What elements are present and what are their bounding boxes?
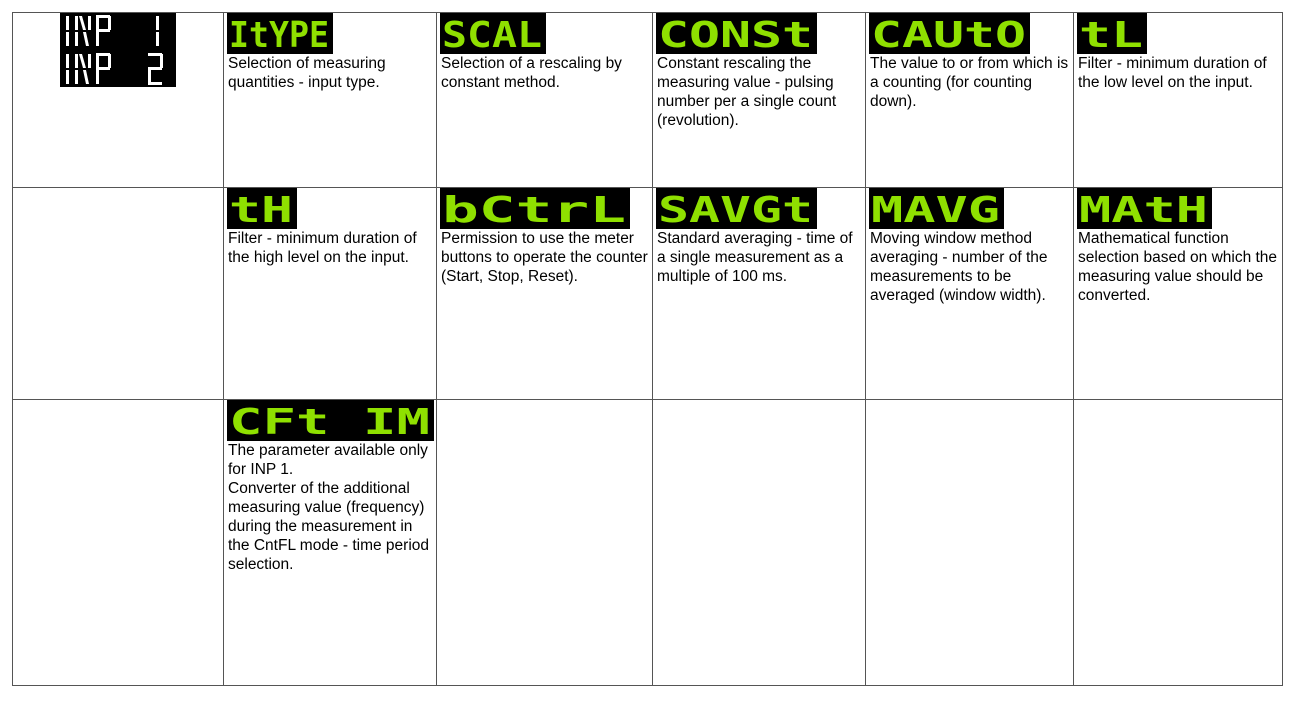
svg-text:MAtH: MAtH — [1079, 190, 1208, 229]
svg-text:MAVG: MAVG — [871, 190, 1000, 229]
param-description: Mathematical function selection based on which the measuring value should be converted. — [1078, 230, 1278, 304]
svg-text:SAVGt: SAVGt — [658, 190, 813, 229]
lcd-text-itype — [227, 13, 333, 54]
table-row — [13, 400, 1283, 686]
param-description: Constant rescaling the measuring value - pulsing number per a single count (revolution). — [657, 55, 837, 129]
table-row — [13, 13, 1283, 188]
lcd-display-cauto — [869, 13, 1030, 54]
param-description: Moving window method averaging - number of the measurements to be averaged (window width). — [870, 230, 1048, 304]
svg-text:CONSt: CONSt — [658, 15, 813, 54]
param-cell-scal — [437, 13, 653, 188]
lcd-display-const — [656, 13, 817, 54]
lcd-display-tl — [1077, 13, 1147, 54]
param-cell-math — [1074, 188, 1283, 400]
svg-text:ItYPE: ItYPE — [229, 15, 329, 54]
lcd-text-cftim — [227, 400, 434, 441]
lcd-display-bctrl — [440, 188, 630, 229]
lcd-text-cauto — [869, 13, 1030, 54]
param-cell-const — [653, 13, 866, 188]
param-description: Selection of a rescaling by constant method. — [441, 55, 622, 91]
lcd-text-savgt — [656, 188, 817, 229]
param-cell-cftim — [224, 400, 437, 686]
param-cell-itype — [224, 13, 437, 188]
empty-cell — [653, 400, 866, 686]
svg-text:bCtrL: bCtrL — [442, 190, 626, 229]
svg-text:CFt IM: CFt IM — [229, 402, 430, 441]
lcd-display-savgt — [656, 188, 817, 229]
empty-cell — [1074, 400, 1283, 686]
param-cell-mavg — [866, 188, 1074, 400]
param-description: Filter - minimum duration of the low level on the input. — [1078, 55, 1267, 91]
lcd-text-mavg — [869, 188, 1004, 229]
lcd-text-tl — [1077, 13, 1147, 54]
param-description: Selection of measuring quantities - input type. — [228, 55, 386, 91]
param-cell-bctrl — [437, 188, 653, 400]
svg-text:tL: tL — [1079, 15, 1143, 54]
svg-text:tH: tH — [229, 190, 293, 229]
param-description: Standard averaging - time of a single measurement as a multiple of 100 ms. — [657, 230, 853, 285]
lcd-display-cftim — [227, 400, 434, 441]
input-selector-display — [60, 13, 176, 87]
param-description: Filter - minimum duration of the high level on the input. — [228, 230, 417, 266]
lcd-display-math — [1077, 188, 1212, 229]
param-description: Permission to use the meter buttons to operate the counter (Start, Stop, Reset). — [441, 230, 648, 285]
lcd-display-mavg — [869, 188, 1004, 229]
svg-text:CAUtO: CAUtO — [871, 15, 1026, 54]
param-cell-th — [224, 188, 437, 400]
empty-cell — [437, 400, 653, 686]
lcd-text-th — [227, 188, 297, 229]
empty-cell — [13, 188, 224, 400]
param-cell-tl — [1074, 13, 1283, 188]
param-cell-savgt — [653, 188, 866, 400]
lcd-display-itype — [227, 13, 333, 54]
parameter-table — [12, 12, 1283, 686]
table-row — [13, 188, 1283, 400]
lcd-text-scal — [440, 13, 546, 54]
input-selector-cell — [13, 13, 224, 188]
lcd-text-bctrl — [440, 188, 630, 229]
empty-cell — [866, 400, 1074, 686]
param-description: The parameter available only for INP 1. Converter of the additional measuring value (frequency) during the measurement in the CntFL mode - time period selection. — [228, 442, 430, 573]
lcd-text-math — [1077, 188, 1212, 229]
lcd-display-th — [227, 188, 297, 229]
param-description: The value to or from which is a counting (for counting down). — [870, 55, 1069, 110]
empty-cell — [13, 400, 224, 686]
lcd-text-const — [656, 13, 817, 54]
svg-text:SCAL: SCAL — [442, 15, 542, 54]
param-cell-cauto — [866, 13, 1074, 188]
input-selector-lcd — [60, 13, 176, 87]
lcd-display-scal — [440, 13, 546, 54]
